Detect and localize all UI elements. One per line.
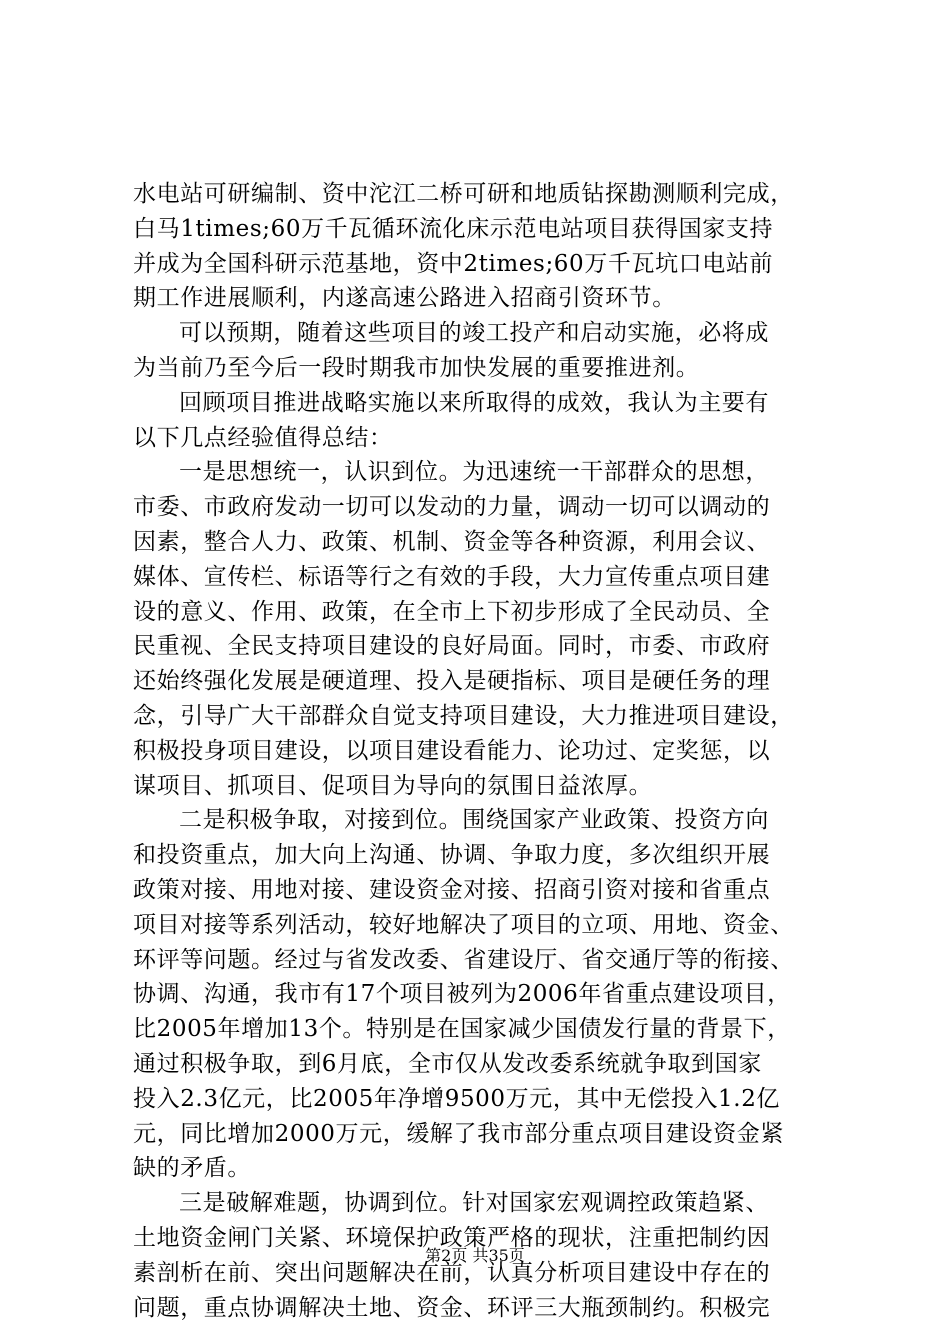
text-line: 土地资金闸门关紧、环境保护政策严格的现状，注重把制约因 bbox=[133, 1224, 771, 1251]
text-line: 媒体、宣传栏、标语等行之有效的手段，大力宣传重点项目建 bbox=[133, 563, 771, 590]
text-line: 谋项目、抓项目、促项目为导向的氛围日益浓厚。 bbox=[133, 772, 653, 799]
text-line: 可以预期，随着这些项目的竣工投产和启动实施，必将成 bbox=[179, 320, 769, 347]
text-line: 政策对接、用地对接、建设资金对接、招商引资对接和省重点 bbox=[133, 876, 771, 903]
text-line: 项目对接等系列活动，较好地解决了项目的立项、用地、资金、 bbox=[133, 911, 794, 938]
text-line: 市委、市政府发动一切可以发动的力量，调动一切可以调动的 bbox=[133, 494, 771, 521]
text-line: 积极投身项目建设，以项目建设看能力、论功过、定奖惩，以 bbox=[133, 737, 771, 764]
text-line: 一是思想统一，认识到位。为迅速统一干部群众的思想， bbox=[179, 459, 769, 486]
text-line: 二是积极争取，对接到位。围绕国家产业政策、投资方向 bbox=[179, 807, 769, 834]
text-line: 水电站可研编制、资中沱江二桥可研和地质钻探勘测顺利完成， bbox=[133, 181, 794, 207]
text-line: 以下几点经验值得总结： bbox=[133, 424, 393, 451]
text-line: 和投资重点，加大向上沟通、协调、争取力度，多次组织开展 bbox=[133, 842, 771, 869]
text-line: 民重视、全民支持项目建设的良好局面。同时，市委、市政府 bbox=[133, 633, 771, 660]
text-line: 投入2.3亿元，比2005年净增9500万元，其中无偿投入1.2亿 bbox=[133, 1085, 781, 1112]
text-line: 为当前乃至今后一段时期我市加快发展的重要推进剂。 bbox=[133, 354, 700, 381]
text-line: 素剖析在前、突出问题解决在前，认真分析项目建设中存在的 bbox=[133, 1259, 771, 1286]
text-line: 期工作进展顺利，内遂高速公路进入招商引资环节。 bbox=[133, 285, 676, 312]
text-line: 协调、沟通，我市有17个项目被列为2006年省重点建设项目， bbox=[133, 981, 791, 1008]
text-line: 念，引导广大干部群众自觉支持项目建设，大力推进项目建设， bbox=[133, 702, 794, 729]
text-line: 还始终强化发展是硬道理、投入是硬指标、项目是硬任务的理 bbox=[133, 668, 771, 695]
text-line: 元，同比增加2000万元，缓解了我市部分重点项目建设资金紧 bbox=[133, 1120, 784, 1147]
text-line: 比2005年增加13个。特别是在国家减少国债发行量的背景下， bbox=[133, 1016, 791, 1043]
document-body bbox=[133, 177, 833, 1325]
text-line: 问题，重点协调解决土地、资金、环评三大瓶颈制约。积极完 bbox=[133, 1294, 771, 1321]
text-line: 白马1times;60万千瓦循环流化床示范电站项目获得国家支持 bbox=[133, 215, 774, 242]
text-line: 并成为全国科研示范基地，资中2times;60万千瓦坑口电站前 bbox=[133, 250, 774, 277]
text-line: 设的意义、作用、政策，在全市上下初步形成了全民动员、全 bbox=[133, 598, 771, 625]
text-line: 通过积极争取，到6月底，全市仅从发改委系统就争取到国家 bbox=[133, 1050, 762, 1077]
text-line: 因素，整合人力、政策、机制、资金等各种资源，利用会议、 bbox=[133, 528, 771, 555]
text-line: 缺的矛盾。 bbox=[133, 1155, 251, 1182]
text-line: 三是破解难题，协调到位。针对国家宏观调控政策趋紧、 bbox=[179, 1190, 769, 1217]
page-footer: 第2页 共35页 bbox=[425, 1246, 525, 1265]
text-line: 回顾项目推进战略实施以来所取得的成效，我认为主要有 bbox=[179, 389, 769, 416]
text-line: 环评等问题。经过与省发改委、省建设厅、省交通厅等的衔接、 bbox=[133, 946, 794, 973]
